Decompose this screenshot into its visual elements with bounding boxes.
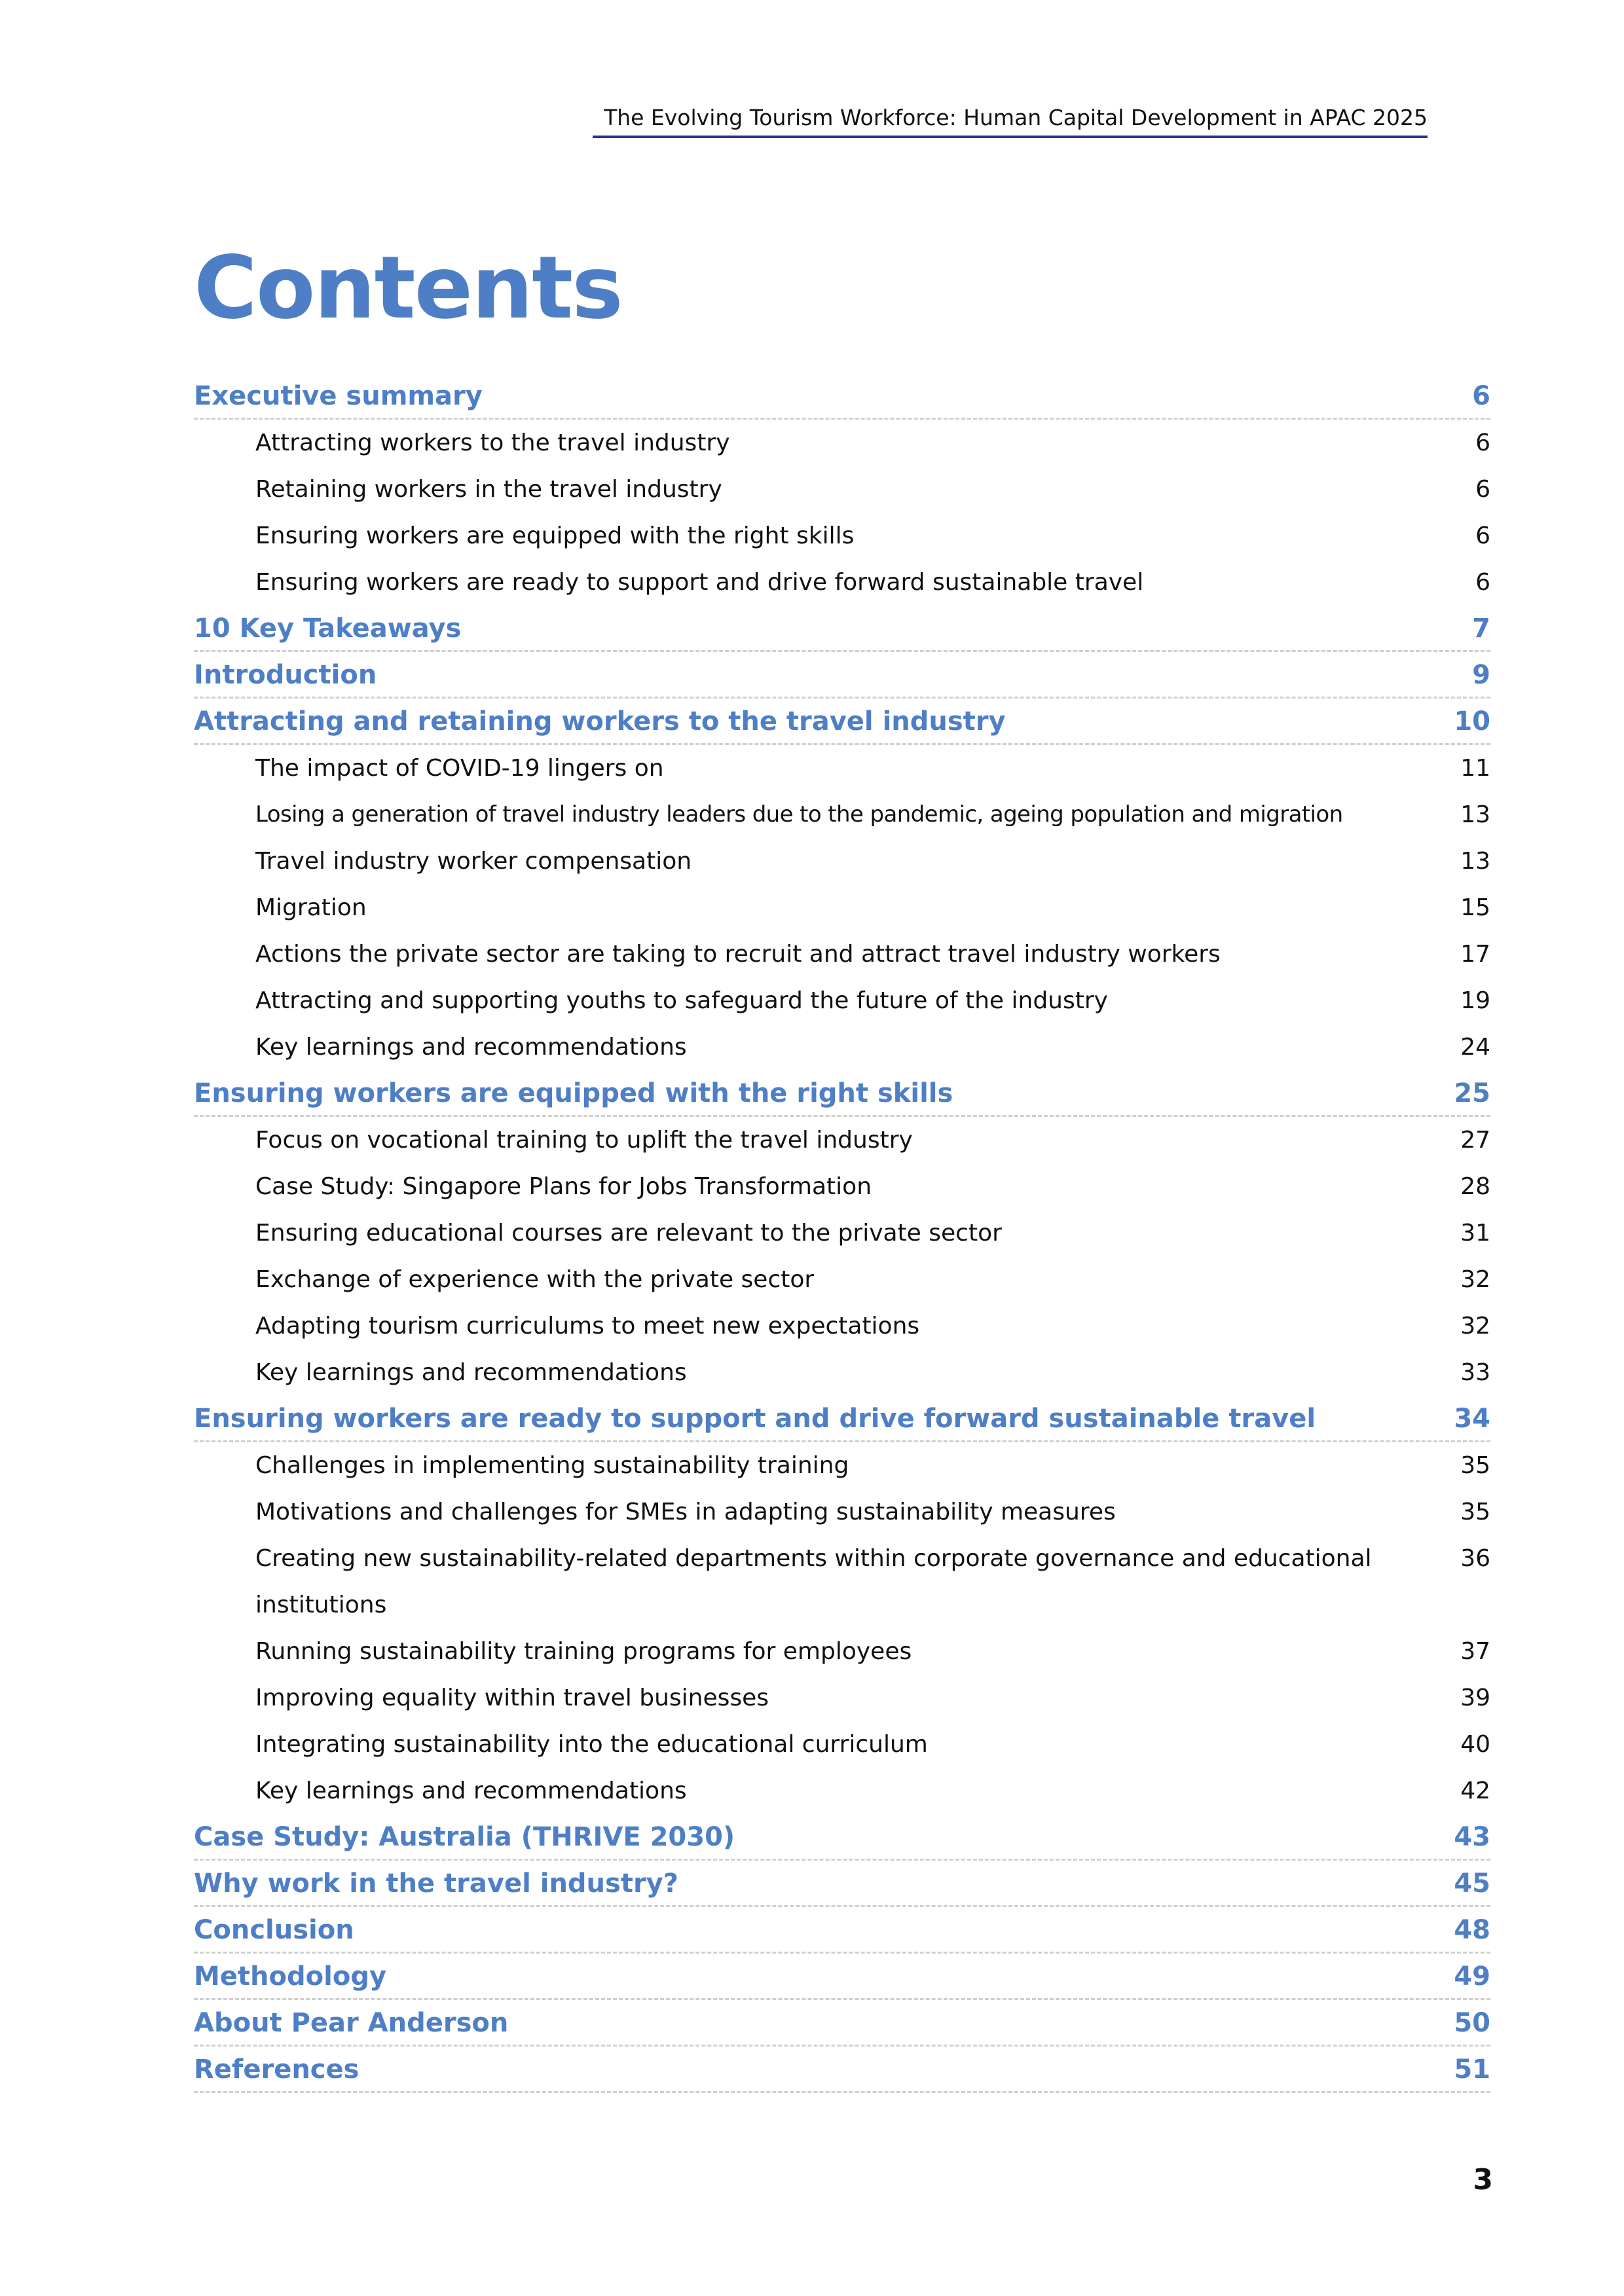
toc-entry-references[interactable] — [194, 2047, 1490, 2093]
toc-entry-key-takeaways[interactable] — [194, 606, 1490, 652]
toc-subentry-key-learnings[interactable] — [194, 1024, 1490, 1070]
toc-subentry-educational-curriculum[interactable] — [194, 1721, 1490, 1768]
toc-entry-label: Case Study: Singapore Plans for Jobs Transformation — [255, 1173, 872, 1200]
toc-subentry-covid-impact[interactable] — [194, 745, 1490, 792]
toc-entry-label: 10 Key Takeaways — [194, 613, 462, 644]
toc-entry-label: Travel industry worker compensation — [255, 848, 692, 875]
toc-entry-page: 28 — [1460, 1173, 1490, 1200]
toc-entry-page: 27 — [1460, 1127, 1490, 1154]
toc-entry-label: About Pear Anderson — [194, 2008, 509, 2038]
toc-subentry-key-learnings[interactable] — [194, 1349, 1490, 1396]
toc-entry-sustainable-travel[interactable] — [194, 1396, 1490, 1442]
toc-entry-page: 25 — [1454, 1078, 1490, 1108]
toc-subentry-compensation[interactable] — [194, 838, 1490, 884]
toc-subentry-singapore-case-study[interactable] — [194, 1163, 1490, 1210]
toc-subentry-equality[interactable] — [194, 1675, 1490, 1721]
toc-subentry-retaining-workers[interactable] — [194, 466, 1490, 513]
toc-entry-page: 36 — [1460, 1545, 1490, 1572]
toc-entry-page: 50 — [1454, 2008, 1490, 2038]
toc-entry-page: 6 — [1475, 429, 1490, 456]
toc-entry-label: Challenges in implementing sustainability training — [255, 1452, 849, 1479]
toc-entry-label: Key learnings and recommendations — [255, 1034, 687, 1061]
toc-entry-page: 32 — [1460, 1313, 1490, 1339]
toc-subentry-attracting-workers[interactable] — [194, 420, 1490, 466]
toc-entry-page: 10 — [1454, 706, 1490, 737]
toc-entry-label: Attracting workers to the travel industry — [255, 429, 730, 456]
toc-entry-label: Introduction — [194, 660, 377, 690]
toc-entry-about[interactable] — [194, 2000, 1490, 2047]
toc-entry-page: 35 — [1460, 1499, 1490, 1525]
toc-subentry-migration[interactable] — [194, 884, 1490, 931]
toc-entry-label: Why work in the travel industry? — [194, 1868, 678, 1899]
toc-entry-right-skills[interactable] — [194, 1070, 1490, 1117]
toc-subentry-losing-generation[interactable] — [194, 792, 1490, 838]
toc-entry-label: Methodology — [194, 1961, 387, 1992]
toc-entry-page: 51 — [1454, 2054, 1490, 2085]
toc-subentry-relevant-courses[interactable] — [194, 1210, 1490, 1256]
toc-subentry-training-programs[interactable] — [194, 1628, 1490, 1675]
toc-entry-conclusion[interactable] — [194, 1907, 1490, 1954]
toc-subentry-smes[interactable] — [194, 1489, 1490, 1535]
toc-entry-page: 17 — [1460, 941, 1490, 968]
toc-entry-page: 45 — [1454, 1868, 1490, 1899]
toc-subentry-key-learnings[interactable] — [194, 1768, 1490, 1814]
toc-entry-page: 39 — [1460, 1685, 1490, 1711]
toc-subentry-sustainable-travel[interactable] — [194, 559, 1490, 606]
toc-entry-label: Migration — [255, 894, 367, 921]
page-title: Contents — [194, 238, 622, 338]
toc-entry-attracting-retaining[interactable] — [194, 699, 1490, 745]
toc-entry-page: 11 — [1460, 755, 1490, 782]
toc-entry-label: Ensuring workers are ready to support and drive forward sustainable travel — [255, 569, 1144, 596]
toc-entry-australia-case-study[interactable] — [194, 1814, 1490, 1861]
toc-entry-label: Adapting tourism curriculums to meet new expectations — [255, 1313, 920, 1339]
toc-entry-label: Exchange of experience with the private sector — [255, 1266, 815, 1293]
toc-entry-page: 7 — [1472, 613, 1490, 644]
toc-entry-page: 34 — [1454, 1404, 1490, 1434]
toc-entry-page: 6 — [1475, 476, 1490, 503]
toc-subentry-curriculums[interactable] — [194, 1303, 1490, 1349]
toc-entry-label: Improving equality within travel businesses — [255, 1685, 769, 1711]
toc-entry-label: Actions the private sector are taking to recruit and attract travel industry workers — [255, 941, 1221, 968]
toc-entry-page: 49 — [1454, 1961, 1490, 1992]
toc-entry-page: 6 — [1475, 522, 1490, 549]
toc-entry-page: 42 — [1460, 1777, 1490, 1804]
toc-entry-page: 24 — [1460, 1034, 1490, 1061]
toc-entry-page: 33 — [1460, 1359, 1490, 1386]
toc-entry-label: Losing a generation of travel industry leaders due to the pandemic, ageing population and migration — [255, 801, 1343, 828]
toc-entry-label: Creating new sustainability-related departments within corporate governance and educational institutions — [255, 1545, 1372, 1618]
toc-entry-label: References — [194, 2054, 360, 2085]
toc-entry-label: Focus on vocational training to uplift the travel industry — [255, 1127, 913, 1154]
toc-entry-label: Ensuring workers are ready to support and drive forward sustainable travel — [194, 1404, 1316, 1434]
toc-entry-label: Running sustainability training programs for employees — [255, 1638, 912, 1665]
toc-entry-label: Retaining workers in the travel industry — [255, 476, 722, 503]
toc-entry-label: Case Study: Australia (THRIVE 2030) — [194, 1822, 735, 1852]
toc-subentry-private-sector-actions[interactable] — [194, 931, 1490, 977]
toc-entry-page: 15 — [1460, 894, 1490, 921]
toc-subentry-exchange-experience[interactable] — [194, 1256, 1490, 1303]
toc-entry-page: 9 — [1472, 660, 1490, 690]
toc-entry-label: Motivations and challenges for SMEs in adapting sustainability measures — [255, 1499, 1116, 1525]
toc-subentry-new-departments[interactable] — [194, 1535, 1490, 1628]
toc-entry-page: 13 — [1460, 848, 1490, 875]
toc-entry-page: 13 — [1460, 801, 1490, 828]
toc-entry-page: 32 — [1460, 1266, 1490, 1293]
toc-entry-label: Attracting and supporting youths to safeguard the future of the industry — [255, 987, 1108, 1014]
toc-entry-label: Executive summary — [194, 381, 483, 411]
toc-entry-page: 19 — [1460, 987, 1490, 1014]
toc-entry-page: 40 — [1460, 1731, 1490, 1758]
toc-entry-label: The impact of COVID-19 lingers on — [255, 755, 664, 782]
toc-subentry-right-skills[interactable] — [194, 513, 1490, 559]
toc-entry-label: Ensuring workers are equipped with the right skills — [194, 1078, 953, 1108]
toc-entry-label: Integrating sustainability into the educational curriculum — [255, 1731, 928, 1758]
toc-entry-label: Ensuring workers are equipped with the right skills — [255, 522, 855, 549]
toc-entry-executive-summary[interactable] — [194, 373, 1490, 420]
toc-entry-label: Ensuring educational courses are relevant to the private sector — [255, 1220, 1002, 1247]
toc-entry-page: 6 — [1475, 569, 1490, 596]
toc-entry-label: Key learnings and recommendations — [255, 1359, 687, 1386]
toc-entry-page: 35 — [1460, 1452, 1490, 1479]
toc-entry-introduction[interactable] — [194, 652, 1490, 699]
toc-entry-page: 43 — [1454, 1822, 1490, 1852]
toc-subentry-sustainability-training-challenges[interactable] — [194, 1442, 1490, 1489]
toc-entry-page: 37 — [1460, 1638, 1490, 1665]
header-rule — [593, 136, 1428, 138]
toc-entry-label: Conclusion — [194, 1915, 354, 1945]
toc-entry-page: 48 — [1454, 1915, 1490, 1945]
toc-entry-page: 6 — [1472, 381, 1490, 411]
page-number: 3 — [1473, 2163, 1493, 2196]
toc-subentry-youths[interactable] — [194, 977, 1490, 1024]
running-header: The Evolving Tourism Workforce: Human Capital Development in APAC 2025 — [604, 105, 1428, 130]
toc-entry-why-work[interactable] — [194, 1861, 1490, 1907]
toc-entry-methodology[interactable] — [194, 1954, 1490, 2000]
toc-entry-label: Attracting and retaining workers to the travel industry — [194, 706, 1006, 737]
toc-entry-page: 31 — [1460, 1220, 1490, 1247]
toc-entry-label: Key learnings and recommendations — [255, 1777, 687, 1804]
table-of-contents — [194, 373, 1490, 2093]
toc-subentry-vocational-training[interactable] — [194, 1117, 1490, 1163]
